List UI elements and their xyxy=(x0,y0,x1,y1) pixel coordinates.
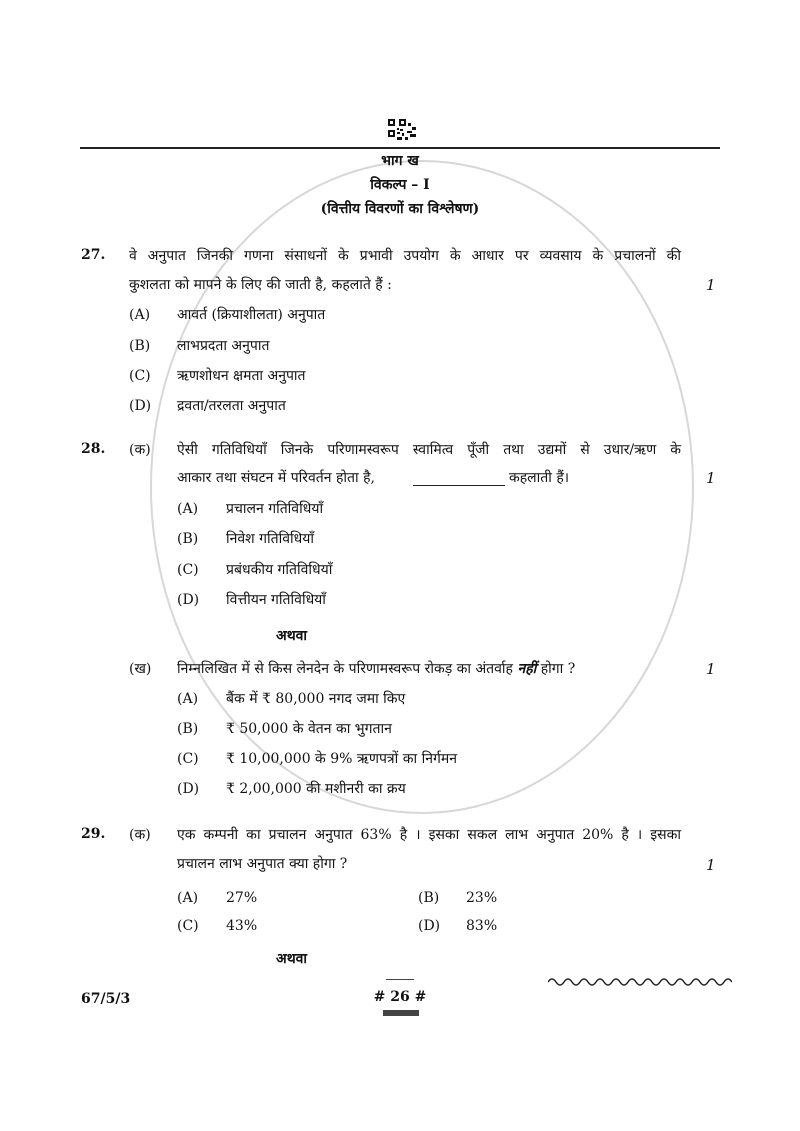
option-label: (D) xyxy=(129,398,152,414)
question-text-pre: निम्नलिखित में से किस लेनदेन के परिणामस्वरूप रोकड़ का अंतर्वाह xyxy=(177,661,513,677)
marks: 1 xyxy=(706,660,716,678)
option-label: (B) xyxy=(129,338,151,354)
option-label: (C) xyxy=(177,562,199,578)
option-text: ₹ 10,00,000 के 9% ऋणपत्रों का निर्गमन xyxy=(226,751,457,767)
option-label: (D) xyxy=(177,592,200,608)
or-separator: अथवा xyxy=(276,951,308,967)
qr-code-icon xyxy=(388,119,418,141)
marks: 1 xyxy=(706,469,716,487)
option-text: प्रचालन गतिविधियाँ xyxy=(226,501,324,517)
option-text: बैंक में ₹ 80,000 नगद जमा किए xyxy=(226,691,406,707)
question-number: 28. xyxy=(81,441,106,457)
option-label: (C) xyxy=(177,918,199,934)
option-text: 23% xyxy=(466,890,498,906)
page-number-rule xyxy=(386,979,414,980)
subject-heading: (वित्तीय विवरणों का विश्लेषण) xyxy=(320,201,480,217)
option-label: (A) xyxy=(177,501,199,517)
option-label: (C) xyxy=(129,368,151,384)
marks: 1 xyxy=(706,856,716,874)
option-label: (A) xyxy=(129,307,151,323)
marks: 1 xyxy=(706,276,716,294)
blank-line xyxy=(413,485,505,486)
option-label: (B) xyxy=(418,890,440,906)
question-text: कहलाती हैं। xyxy=(509,470,570,486)
option-text: 27% xyxy=(226,890,258,906)
question-text: आकार तथा संघटन में परिवर्तन होता है, xyxy=(177,470,375,486)
question-text: एक कम्पनी का प्रचालन अनुपात 63% है । इसका सकल लाभ अनुपात 20% है । इसका xyxy=(177,827,681,843)
part-heading: भाग ख xyxy=(381,153,419,169)
option-label: (B) xyxy=(177,721,199,737)
or-separator: अथवा xyxy=(276,628,308,644)
emphasis: नहीं xyxy=(517,661,537,677)
question-text-post: होगा ? xyxy=(540,661,576,677)
question-text: ऐसी गतिविधियाँ जिनके परिणामस्वरूप स्वामित्व पूँजी तथा उद्यमों से उधार/ऋण के xyxy=(177,442,681,458)
option-text: प्रबंधकीय गतिविधियाँ xyxy=(226,562,333,578)
question-text: कुशलता को मापने के लिए की जाती है, कहलाते हैं : xyxy=(129,277,392,293)
option-text: द्रवता/तरलता अनुपात xyxy=(177,398,286,414)
option-label: (B) xyxy=(177,531,199,547)
option-heading: विकल्प – I xyxy=(370,177,430,193)
question-text xyxy=(177,660,575,678)
option-text: लाभप्रदता अनुपात xyxy=(177,338,270,354)
option-text: ₹ 50,000 के वेतन का भुगतान xyxy=(226,721,392,737)
option-text: ऋणशोधन क्षमता अनुपात xyxy=(177,368,306,384)
option-label: (D) xyxy=(177,781,200,797)
option-text: 83% xyxy=(466,918,498,934)
option-text: आवर्त (क्रियाशीलता) अनुपात xyxy=(177,307,326,323)
option-label: (C) xyxy=(177,751,199,767)
paper-code: 67/5/3 xyxy=(81,991,131,1007)
question-number: 29. xyxy=(81,826,106,842)
option-label: (D) xyxy=(418,918,441,934)
question-number: 27. xyxy=(81,247,106,263)
option-text: 43% xyxy=(226,918,258,934)
question-text: प्रचालन लाभ अनुपात क्या होगा ? xyxy=(177,856,348,872)
part-label: (क) xyxy=(129,442,151,458)
page-number-bar xyxy=(383,1010,419,1016)
option-label: (A) xyxy=(177,691,199,707)
header-rule xyxy=(80,147,720,149)
option-text: ₹ 2,00,000 की मशीनरी का क्रय xyxy=(226,781,406,797)
page-number: # 26 # xyxy=(373,989,427,1005)
continue-wave-icon xyxy=(548,974,732,988)
question-text: वे अनुपात जिनकी गणना संसाधनों के प्रभावी उपयोग के आधार पर व्यवसाय के प्रचालनों की xyxy=(129,248,681,264)
part-label: (ख) xyxy=(129,661,152,677)
option-label: (A) xyxy=(177,890,199,906)
option-text: वित्तीयन गतिविधियाँ xyxy=(226,592,326,608)
option-text: निवेश गतिविधियाँ xyxy=(226,531,315,547)
part-label: (क) xyxy=(129,827,151,843)
